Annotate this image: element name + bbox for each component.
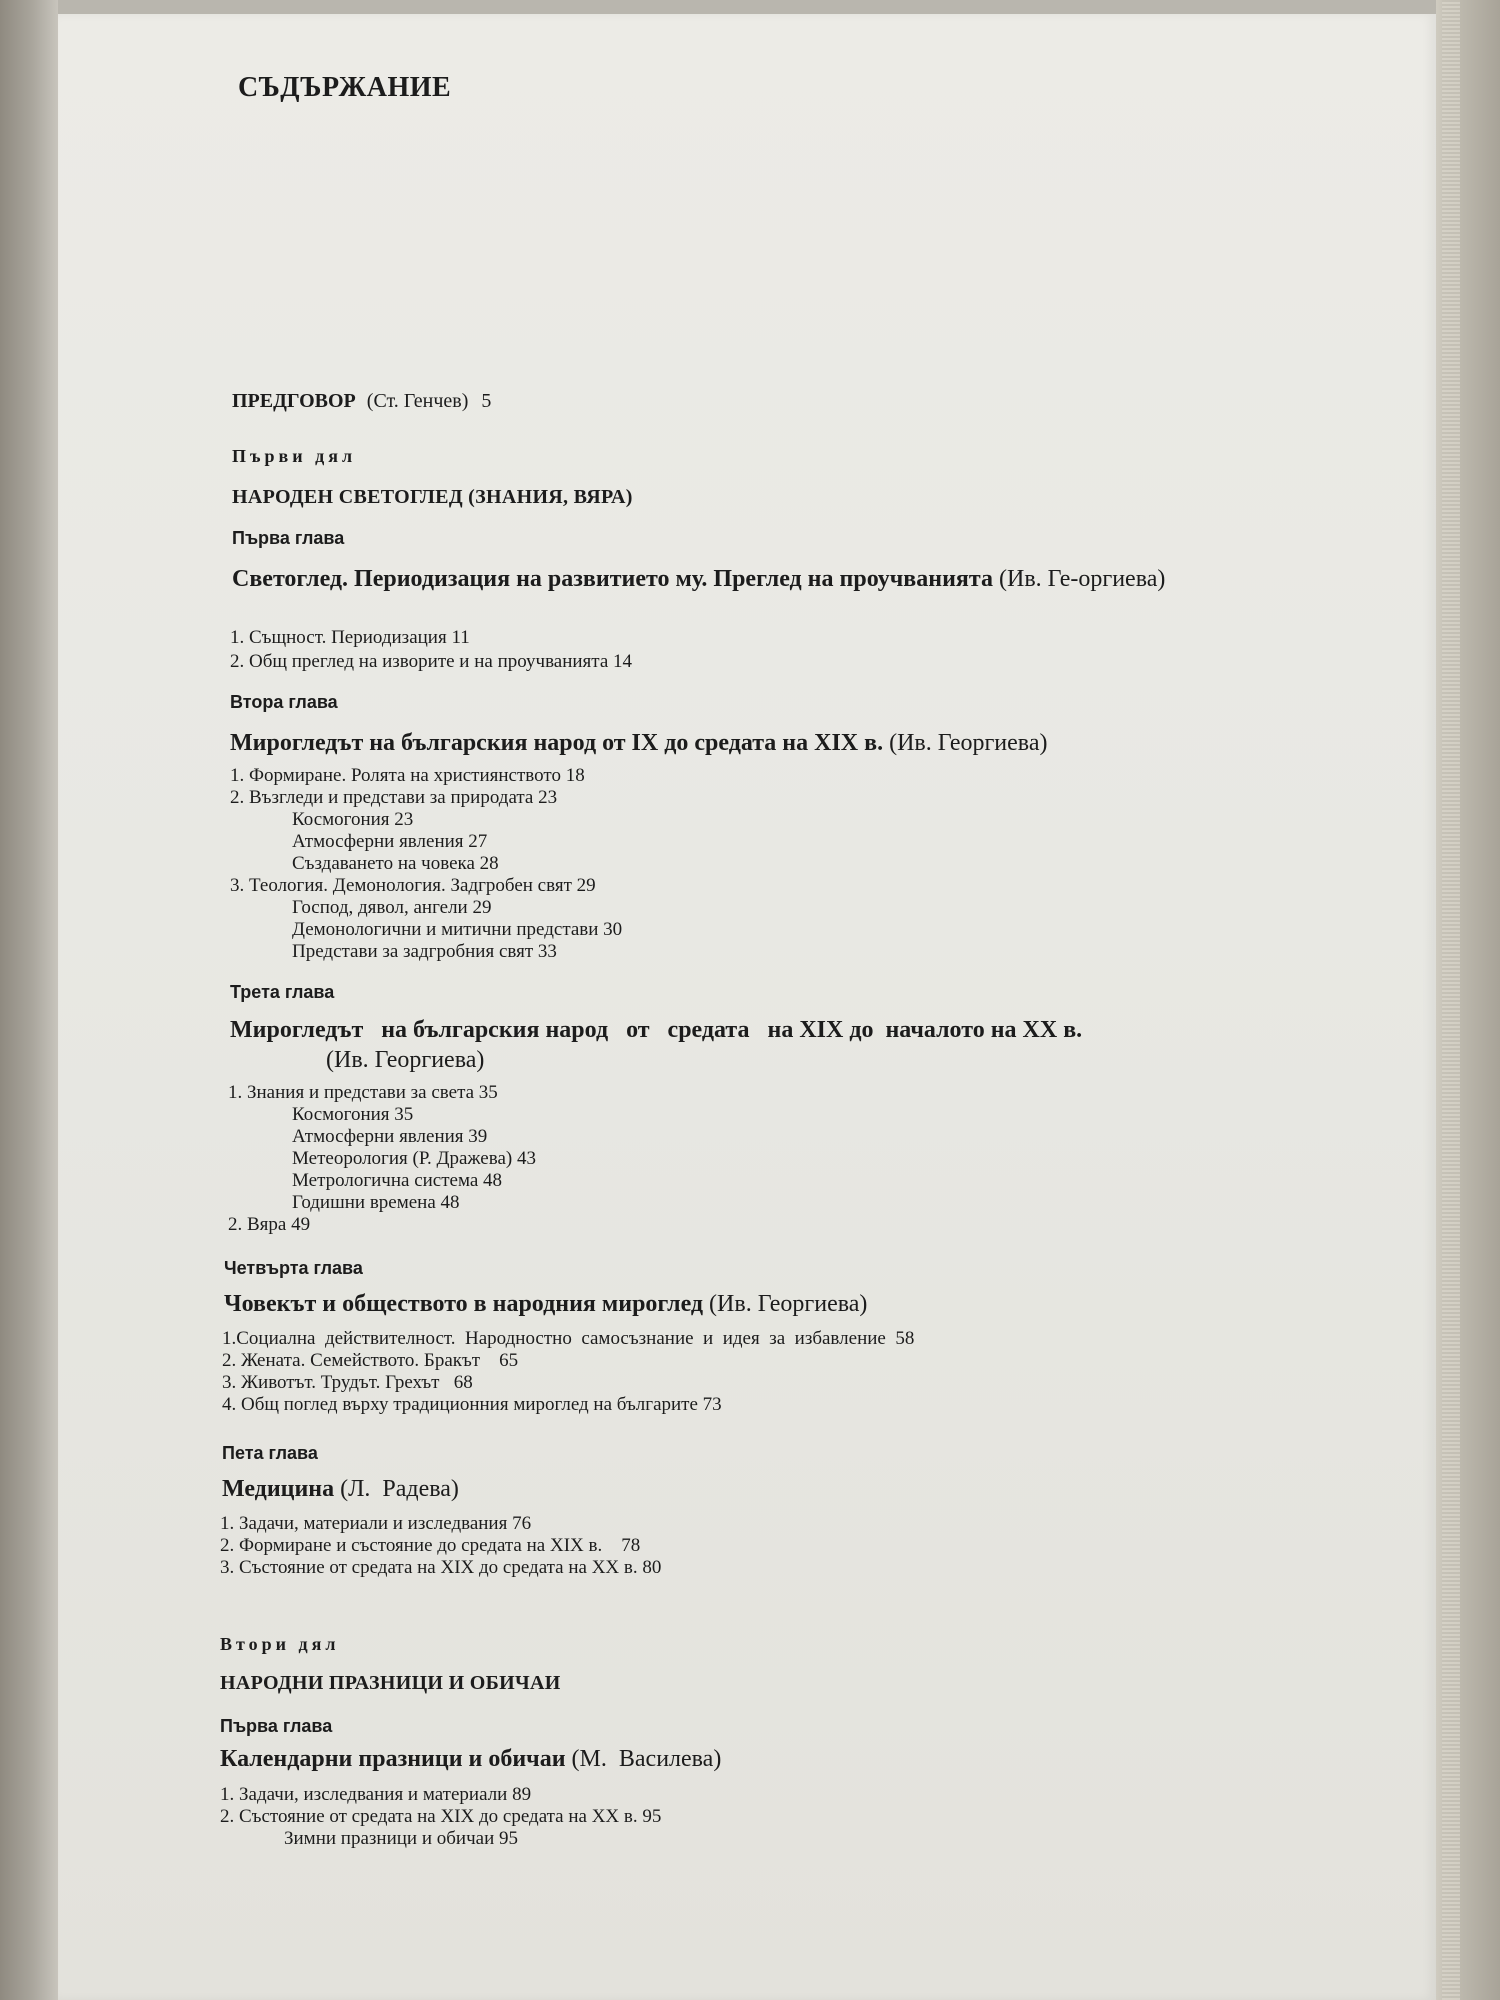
chapter-label: Втора глава [230, 692, 338, 712]
list-item: 1. Формиране. Ролята на християнството 18 [230, 765, 585, 786]
list-item: 2. Общ преглед на изворите и на проучванията 14 [230, 651, 633, 672]
list-item: 3. Животът. Трудът. Грехът 68 [222, 1372, 473, 1393]
list-item: 4. Общ поглед върху традиционния мироглед на българите 73 [222, 1394, 722, 1415]
chapter-title [230, 728, 1047, 758]
list-subitem: Космогония 23 [292, 809, 414, 830]
list-subitem: Годишни времена 48 [292, 1192, 460, 1213]
list-subitem: Метрологична система 48 [292, 1170, 503, 1191]
chapter-title-text: Календарни празници и обичаи [220, 1746, 566, 1772]
chapter-author: (Ив. Георгиева) [326, 1047, 485, 1073]
list-item: 2. Вяра 49 [228, 1214, 311, 1235]
chapter-title-text: Медицина [222, 1476, 335, 1502]
chapter-title-text: Мирогледът на българския народ от средата на XIX до началото на XX в. [230, 1017, 1083, 1043]
list-subitem: Атмосферни явления 39 [292, 1126, 488, 1147]
list-item: 1. Знания и представи за света 35 [228, 1082, 498, 1103]
list-subitem: Господ, дявол, ангели 29 [292, 897, 492, 918]
list-subitem: Представи за задгробния свят 33 [292, 941, 557, 962]
chapter-title [230, 1015, 1210, 1045]
part-label: Втори дял [220, 1634, 340, 1654]
chapter-author: (Л. Радева) [340, 1476, 459, 1502]
chapter-title [222, 1474, 459, 1504]
list-subitem: Метеорология (Р. Дражева) 43 [292, 1148, 536, 1169]
list-subitem: Атмосферни явления 27 [292, 831, 488, 852]
chapter-label: Трета глава [230, 982, 335, 1002]
part-title: НАРОДЕН СВЕТОГЛЕД (ЗНАНИЯ, ВЯРА) [232, 486, 633, 508]
list-item: 1. Задачи, материали и изследвания 76 [220, 1513, 532, 1534]
left-page-edge [0, 0, 58, 2000]
chapter-author: (Ив. Георгиева) [709, 1291, 868, 1317]
book-page [58, 14, 1436, 2000]
list-item: 1. Същност. Периодизация 11 [230, 627, 470, 648]
preface-author: (Ст. Генчев) [366, 390, 469, 412]
chapter-label: Пета глава [222, 1443, 318, 1463]
list-item: 3. Състояние от средата на XIX до средата на XX в. 80 [220, 1557, 662, 1578]
chapter-title [224, 1289, 867, 1319]
chapter-title-text: Мирогледът на българския народ от IX до средата на XIX в. [230, 730, 884, 756]
list-subitem: Демонологични и митични представи 30 [292, 919, 623, 940]
list-item: 1.Социална действителност. Народностно самосъзнание и идея за избавление 58 [222, 1328, 915, 1349]
list-subitem: Зимни празници и обичаи 95 [284, 1828, 518, 1849]
chapter-label: Четвърта глава [224, 1258, 363, 1278]
preface-page: 5 [481, 390, 492, 412]
preface-entry [232, 390, 491, 413]
chapter-author: (Ив. Ге-оргиева) [999, 566, 1166, 592]
page-title: СЪДЪРЖАНИЕ [238, 72, 452, 103]
chapter-title-text: Светоглед. Периодизация на развитието му. Преглед на проучванията [232, 566, 993, 592]
list-subitem: Създаването на човека 28 [292, 853, 499, 874]
book-binding-edge [1436, 0, 1500, 2000]
list-item: 1. Задачи, изследвания и материали 89 [220, 1784, 532, 1805]
chapter-label: Първа глава [232, 528, 345, 548]
list-item: 2. Жената. Семейството. Бракът 65 [222, 1350, 519, 1371]
list-item: 2. Формиране и състояние до средата на XIX в. 78 [220, 1535, 641, 1556]
chapter-label: Първа глава [220, 1716, 333, 1736]
preface-label: ПРЕДГОВОР [232, 390, 356, 412]
part-title: НАРОДНИ ПРАЗНИЦИ И ОБИЧАИ [220, 1672, 561, 1694]
chapter-title [232, 564, 1202, 594]
chapter-author: (М. Василева) [571, 1746, 722, 1772]
chapter-title-text: Човекът и обществото в народния мироглед [224, 1291, 704, 1317]
chapter-author: (Ив. Георгиева) [889, 730, 1048, 756]
list-item: 2. Състояние от средата на XIX до средата на XX в. 95 [220, 1806, 662, 1827]
list-item: 3. Теология. Демонология. Задгробен свят 29 [230, 875, 596, 896]
list-subitem: Космогония 35 [292, 1104, 414, 1125]
chapter-title [220, 1744, 721, 1774]
list-item: 2. Възгледи и представи за природата 23 [230, 787, 558, 808]
part-label: Първи дял [232, 446, 357, 466]
